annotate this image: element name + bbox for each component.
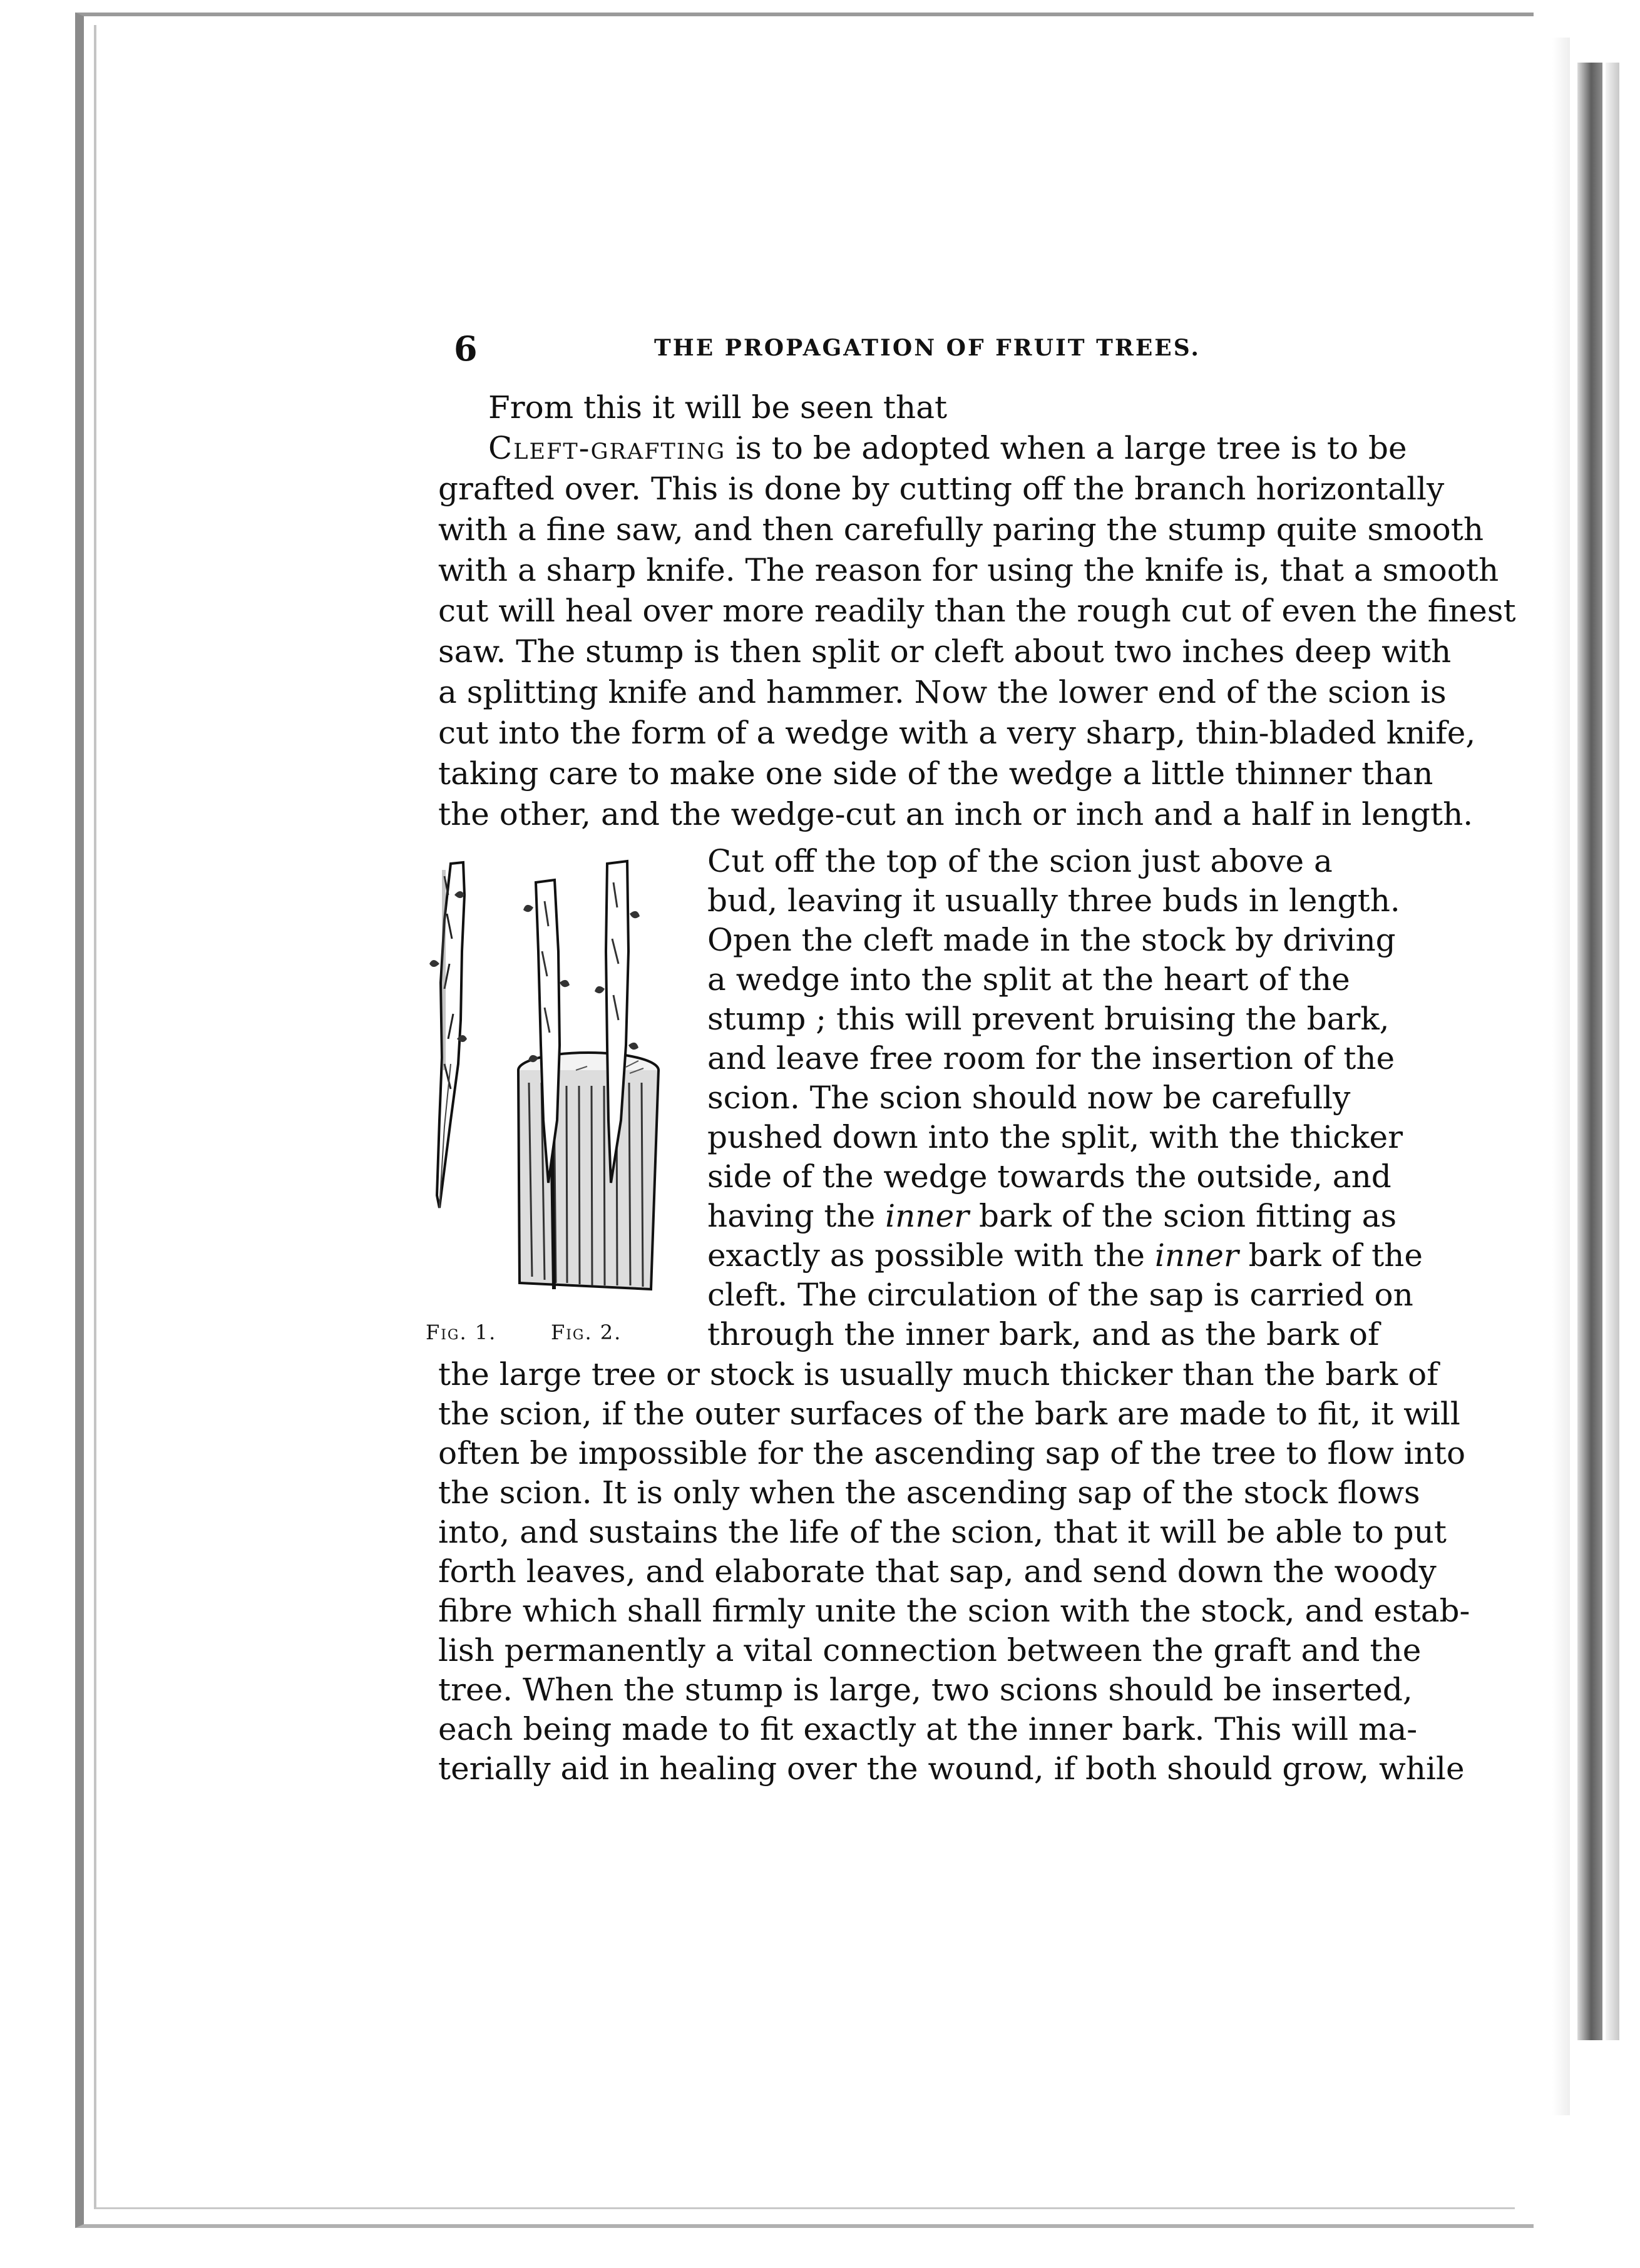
text-line: the other, and the wedge-cut an inch or inch and a half in length. [438,796,1473,832]
text-line: cut into the form of a wedge with a very sharp, thin-bladed knife, [438,715,1476,751]
text-line: the scion, if the outer surfaces of the bark are made to fit, it will [438,1396,1460,1432]
fig1-scion-drawing [429,862,467,1208]
fig2-stump-drawing [518,861,659,1289]
text-line: pushed down into the split, with the thicker [707,1119,1403,1155]
text-line: into, and sustains the life of the scion, that it will be able to put [438,1514,1447,1550]
text-line: tree. When the stump is large, two scions should be inserted, [438,1672,1413,1708]
page-edge-right-outer [1606,63,1619,2040]
text-line: lish permanently a vital connection between the graft and the [438,1632,1422,1668]
text-line: having the inner bark of the scion fitting as [707,1198,1397,1234]
text-line: the large tree or stock is usually much thicker than the bark of [438,1356,1438,1392]
fig2-caption: Fig. 2. [551,1320,622,1344]
grafting-illustration [426,857,676,1308]
text-line: with a fine saw, and then carefully paring the stump quite smooth [438,511,1484,548]
page-number: 6 [454,329,478,369]
text-line: fibre which shall firmly unite the scion with the stock, and estab- [438,1593,1470,1629]
text-line: saw. The stump is then split or cleft about two inches deep with [438,633,1452,670]
text-line: forth leaves, and elaborate that sap, and send down the woody [438,1553,1437,1590]
text-line: a splitting knife and hammer. Now the lower end of the scion is [438,674,1447,710]
emphasis-inner: inner [885,1198,970,1234]
text-line: side of the wedge towards the outside, and [707,1158,1391,1195]
text-line: cleft. The circulation of the sap is carried on [707,1277,1413,1313]
text-line: grafted over. This is done by cutting off the branch horizontally [438,471,1445,507]
term-cleft-grafting: Cleft-grafting [488,430,726,466]
text-line: often be impossible for the ascending sap of the tree to flow into [438,1435,1466,1471]
text-line: and leave free room for the insertion of the [707,1040,1395,1076]
text-line: taking care to make one side of the wedge a little thinner than [438,755,1433,792]
text-line: a wedge into the split at the heart of the [707,961,1350,998]
text-line: bud, leaving it usually three buds in length. [707,882,1400,919]
text-line: Open the cleft made in the stock by driving [707,922,1396,958]
text-line: with a sharp knife. The reason for using the knife is, that a smooth [438,552,1499,588]
page-gutter-shadow [1552,38,1570,2115]
text-line: terially aid in healing over the wound, if both should grow, while [438,1750,1465,1787]
running-title: THE PROPAGATION OF FRUIT TREES. [654,335,1201,361]
text-line: From this it will be seen that [488,389,948,426]
text-line: through the inner bark, and as the bark of [707,1316,1380,1352]
text-line: the scion. It is only when the ascending sap of the stock flows [438,1474,1420,1511]
text-line: cut will heal over more readily than the rough cut of even the finest [438,593,1516,629]
text-line: scion. The scion should now be carefully [707,1080,1351,1116]
text-line: Cut off the top of the scion just above a [707,843,1333,879]
running-header [454,329,1393,379]
text-line: each being made to fit exactly at the inner bark. This will ma- [438,1711,1418,1747]
emphasis-inner: inner [1154,1237,1239,1274]
text-line: stump ; this will prevent bruising the bark, [707,1001,1390,1037]
text-line: exactly as possible with the inner bark of the [707,1237,1423,1274]
grafting-figures [426,857,676,1344]
page-edge-right [1577,63,1602,2040]
text-line: Cleft-grafting is to be adopted when a large tree is to be [488,430,1407,466]
fig1-caption: Fig. 1. [426,1320,497,1344]
